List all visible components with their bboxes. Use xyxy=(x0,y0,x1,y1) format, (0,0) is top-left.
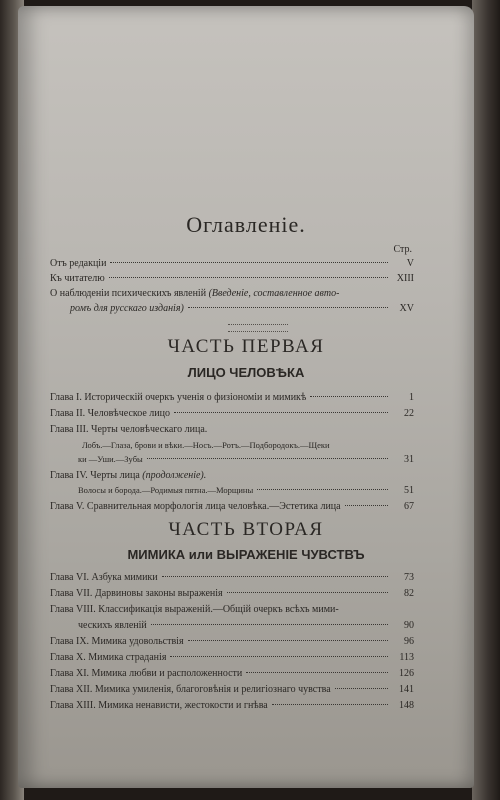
entry-label: Къ читателю xyxy=(50,273,105,284)
chapter-entry xyxy=(50,424,414,435)
chapter-number: Глава XII. xyxy=(50,684,93,695)
part-title: ЧАСТЬ ПЕРВАЯ xyxy=(167,336,325,357)
chapter-entry xyxy=(50,668,414,679)
chapter-title: Человѣческое лицо xyxy=(87,408,170,419)
dot-leader xyxy=(188,640,388,641)
chapter-number: Глава I. xyxy=(50,392,82,403)
chapter-page: 113 xyxy=(399,652,414,663)
chapter-title: Черты человѣческаго лица. xyxy=(90,424,208,435)
chapter-page: 126 xyxy=(399,668,414,679)
chapter-number: Глава III. xyxy=(50,424,89,435)
entry-label-cont: ромъ для русскаго изданія) xyxy=(70,303,184,314)
chapter-entry xyxy=(50,700,414,711)
part-subtitle: МИМИКА или ВЫРАЖЕНІЕ ЧУВСТВЪ xyxy=(127,547,365,562)
dot-leader xyxy=(170,656,388,657)
chapter-entry xyxy=(50,408,414,419)
dot-leader xyxy=(110,262,388,263)
chapter-page: 96 xyxy=(404,636,414,647)
book-right-edge xyxy=(472,0,500,800)
page-column-label: Стр. xyxy=(393,244,412,255)
dot-leader xyxy=(272,704,388,705)
chapter-title: Дарвиновы законы выраженія xyxy=(94,588,223,599)
chapter-number: Глава VI. xyxy=(50,572,90,583)
chapter-title: Классификація выраженій.—Общій очеркъ всѣхъ мими- xyxy=(98,604,339,615)
dot-leader xyxy=(227,592,388,593)
dot-leader xyxy=(188,307,388,308)
dot-leader xyxy=(335,688,388,689)
chapter-entry xyxy=(50,588,414,599)
chapter-entry xyxy=(50,636,414,647)
chapter-title: Мимика удовольствія xyxy=(91,636,184,647)
part-subtitle: ЛИЦО ЧЕЛОВѢКА xyxy=(187,365,305,380)
chapter-title: Мимика страданія xyxy=(88,652,167,663)
chapter-number: Глава XIII. xyxy=(50,700,96,711)
part-title: ЧАСТЬ ВТОРАЯ xyxy=(168,519,324,540)
dot-leader xyxy=(147,458,388,459)
dot-leader xyxy=(109,277,388,278)
chapter-entry xyxy=(50,392,414,403)
chapter-title: Мимика умиленія, благоговѣнія и религіознаго чувства xyxy=(94,684,331,695)
entry-label: Отъ редакціи xyxy=(50,258,107,269)
chapter-entry xyxy=(50,501,414,512)
chapter-title: Мимика любви и расположенности xyxy=(91,668,243,679)
chapter-title: Сравнительная морфологія лица человѣка.—Эстетика лица xyxy=(86,501,341,512)
toc-entry xyxy=(50,273,414,284)
chapter-entry xyxy=(50,684,414,695)
chapter-number: Глава X. xyxy=(50,652,86,663)
entry-page: V xyxy=(406,258,414,269)
chapter-number: Глава V. xyxy=(50,501,85,512)
dot-leader xyxy=(151,624,388,625)
entry-page: XV xyxy=(399,303,414,314)
chapter-entry xyxy=(50,604,414,615)
chapter-number: Глава XI. xyxy=(50,668,90,679)
chapter-number: Глава IV. xyxy=(50,470,88,481)
chapter-subtopics-cont: ки —Уши.—Зубы 31 xyxy=(78,454,414,465)
entry-label: О наблюденіи психическихъ явленій (Введеніе, составленное авто- xyxy=(50,288,340,299)
dot-leader xyxy=(345,505,388,506)
chapter-title: Мимика ненависти, жестокости и гнѣва xyxy=(98,700,268,711)
chapter-page: 22 xyxy=(404,408,414,419)
chapter-page: 141 xyxy=(399,684,414,695)
toc-entry xyxy=(50,288,414,299)
chapter-page: 82 xyxy=(404,588,414,599)
entry-page: XIII xyxy=(396,273,414,284)
chapter-entry: Глава IV. Черты лица (продолженіе). xyxy=(50,470,207,481)
chapter-page: 31 xyxy=(404,454,414,465)
ornament-divider xyxy=(228,324,288,332)
chapter-page: 1 xyxy=(409,392,414,403)
chapter-page: 73 xyxy=(404,572,414,583)
dot-leader xyxy=(310,396,388,397)
chapter-entry xyxy=(50,572,414,583)
toc-entry xyxy=(50,258,414,269)
dot-leader xyxy=(174,412,388,413)
chapter-number: Глава II. xyxy=(50,408,86,419)
chapter-entry xyxy=(50,652,414,663)
chapter-page: 90 xyxy=(404,620,414,631)
toc-heading: Оглавленіе. xyxy=(186,212,306,237)
chapter-number: Глава IX. xyxy=(50,636,90,647)
chapter-number: Глава VIII. xyxy=(50,604,96,615)
chapter-subtopics-cont: Волосы и борода.—Родимыя пятна.—Морщины 51 xyxy=(78,485,414,496)
chapter-page: 148 xyxy=(399,700,414,711)
chapter-title-cont: ческихъ явленій 90 xyxy=(78,620,414,631)
chapter-number: Глава VII. xyxy=(50,588,93,599)
chapter-title: Азбука мимики xyxy=(91,572,158,583)
book-page xyxy=(18,6,474,788)
dot-leader xyxy=(246,672,388,673)
dot-leader xyxy=(257,489,388,490)
chapter-title: Историческій очеркъ ученія о физіономіи и мимикѣ xyxy=(84,392,307,403)
dot-leader xyxy=(162,576,388,577)
chapter-page: 67 xyxy=(404,501,414,512)
chapter-subtopics: Лобъ.—Глаза, брови и вѣки.—Носъ.—Ротъ.—Подбородокъ.—Щеки xyxy=(82,440,330,450)
chapter-page: 51 xyxy=(404,485,414,496)
chapter-title: Черты лица xyxy=(90,470,140,481)
toc-entry-continuation xyxy=(70,303,414,314)
